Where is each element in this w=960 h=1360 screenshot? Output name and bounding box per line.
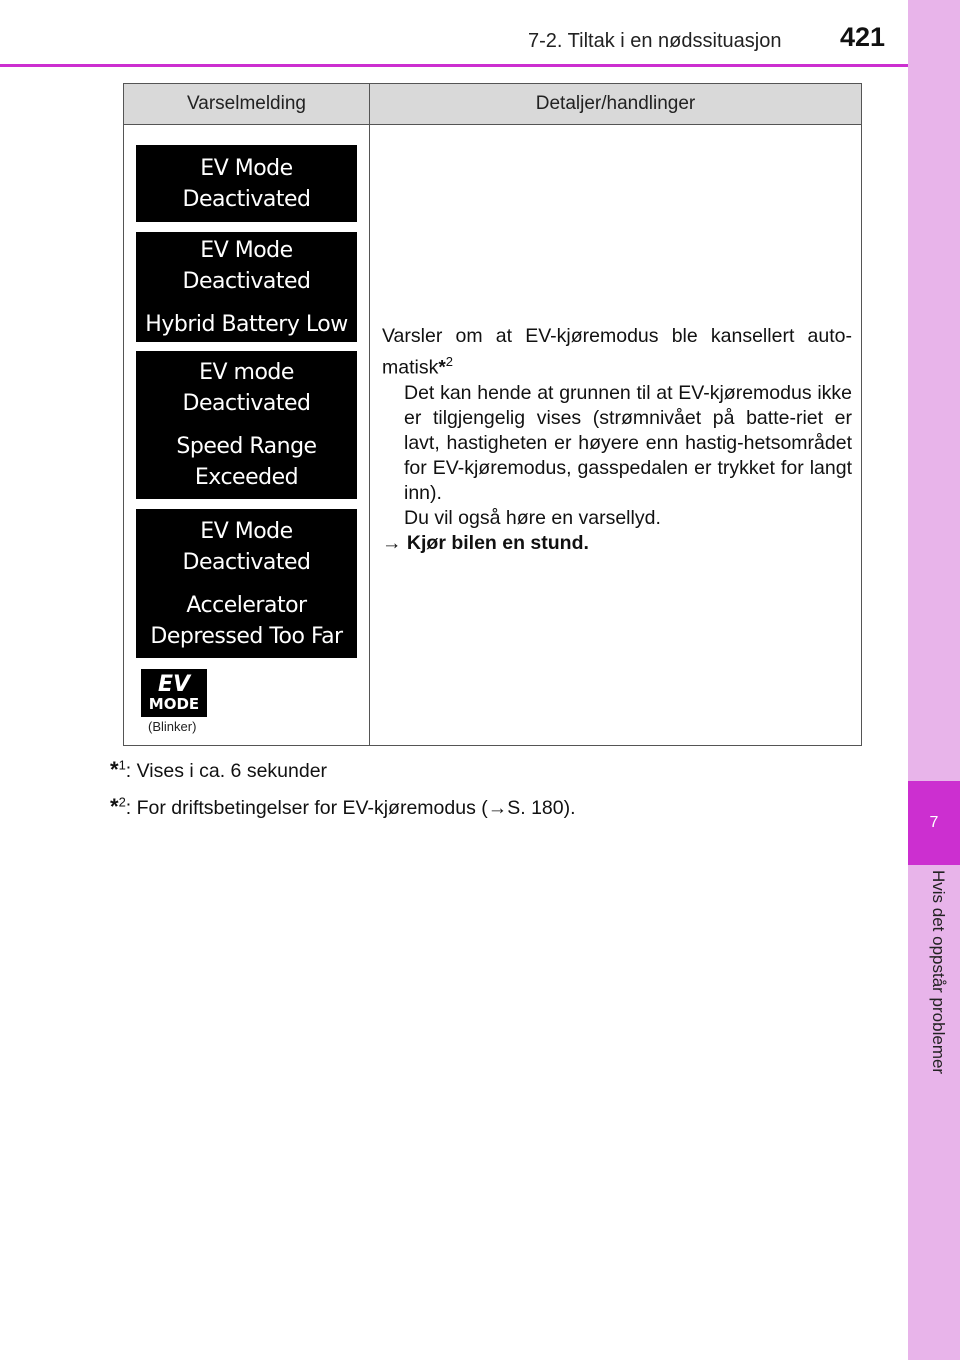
page-number: 421 <box>840 22 886 52</box>
display-hybrid-battery-low <box>136 232 357 342</box>
display-line: Exceeded <box>194 465 299 490</box>
chapter-number: 7 <box>929 814 939 831</box>
display-line: Accelerator <box>186 592 307 618</box>
display-line: Deactivated <box>182 186 311 212</box>
display-line: EV Mode <box>200 237 293 263</box>
column-header-warning: Varselmelding <box>187 93 306 114</box>
header-rule <box>0 64 908 67</box>
column-header-details: Detaljer/handlinger <box>535 93 696 114</box>
display-line: EV mode <box>199 360 294 385</box>
blinker-label: (Blinker) <box>148 719 197 734</box>
ev-icon-mode-text: MODE <box>148 694 200 713</box>
display-speed-range-exceeded <box>136 351 357 499</box>
display-line: Deactivated <box>182 549 311 575</box>
ev-icon-text: EV <box>157 671 191 697</box>
display-line: Deactivated <box>182 391 311 416</box>
footnote-1: *$^1$: Vises i ca. 6 sekunder <box>110 757 328 782</box>
display-line: Deactivated <box>182 268 311 294</box>
ev-mode-indicator-icon <box>141 669 207 717</box>
chapter-title: Hvis det oppstår problemer <box>929 870 948 1075</box>
arrow-icon: → <box>382 531 402 554</box>
details-sound: Du vil også høre en varsellyd. <box>404 506 661 529</box>
display-line: Hybrid Battery Low <box>145 311 348 337</box>
details-intro: Varsler om at EV-kjøremodus ble kansellert auto-matisk*$^2$ <box>382 325 852 379</box>
warning-message-table <box>123 83 862 746</box>
display-ev-mode-deactivated <box>136 145 357 222</box>
table-header <box>124 84 861 125</box>
display-line: EV Mode <box>200 518 293 544</box>
chapter-side-strip <box>908 0 960 1360</box>
chapter-number-tab <box>908 781 960 865</box>
display-line: Depressed Too Far <box>150 623 343 649</box>
footnote-2: *$^2$: For driftsbetingelser for EV-kjøremodus (→S. 180). <box>110 794 576 819</box>
details-cell <box>382 324 852 556</box>
details-explanation: Det kan hende at grunnen til at EV-kjøremodus ikke er tilgjengelig vises (strømnivået på batte-riet er lavt, hastigheten er høyere enn hastig-hetsområdet for EV-kjøremodus, gasspedalen er trykket for langt inn). <box>404 381 852 504</box>
display-line: Speed Range <box>176 434 317 459</box>
details-action: → Kjør bilen en stund. <box>382 531 589 554</box>
column-divider <box>369 84 370 745</box>
display-line: EV Mode <box>200 155 293 181</box>
display-accelerator-depressed <box>136 509 357 658</box>
section-title: 7-2. Tiltak i en nødssituasjon <box>528 30 782 52</box>
